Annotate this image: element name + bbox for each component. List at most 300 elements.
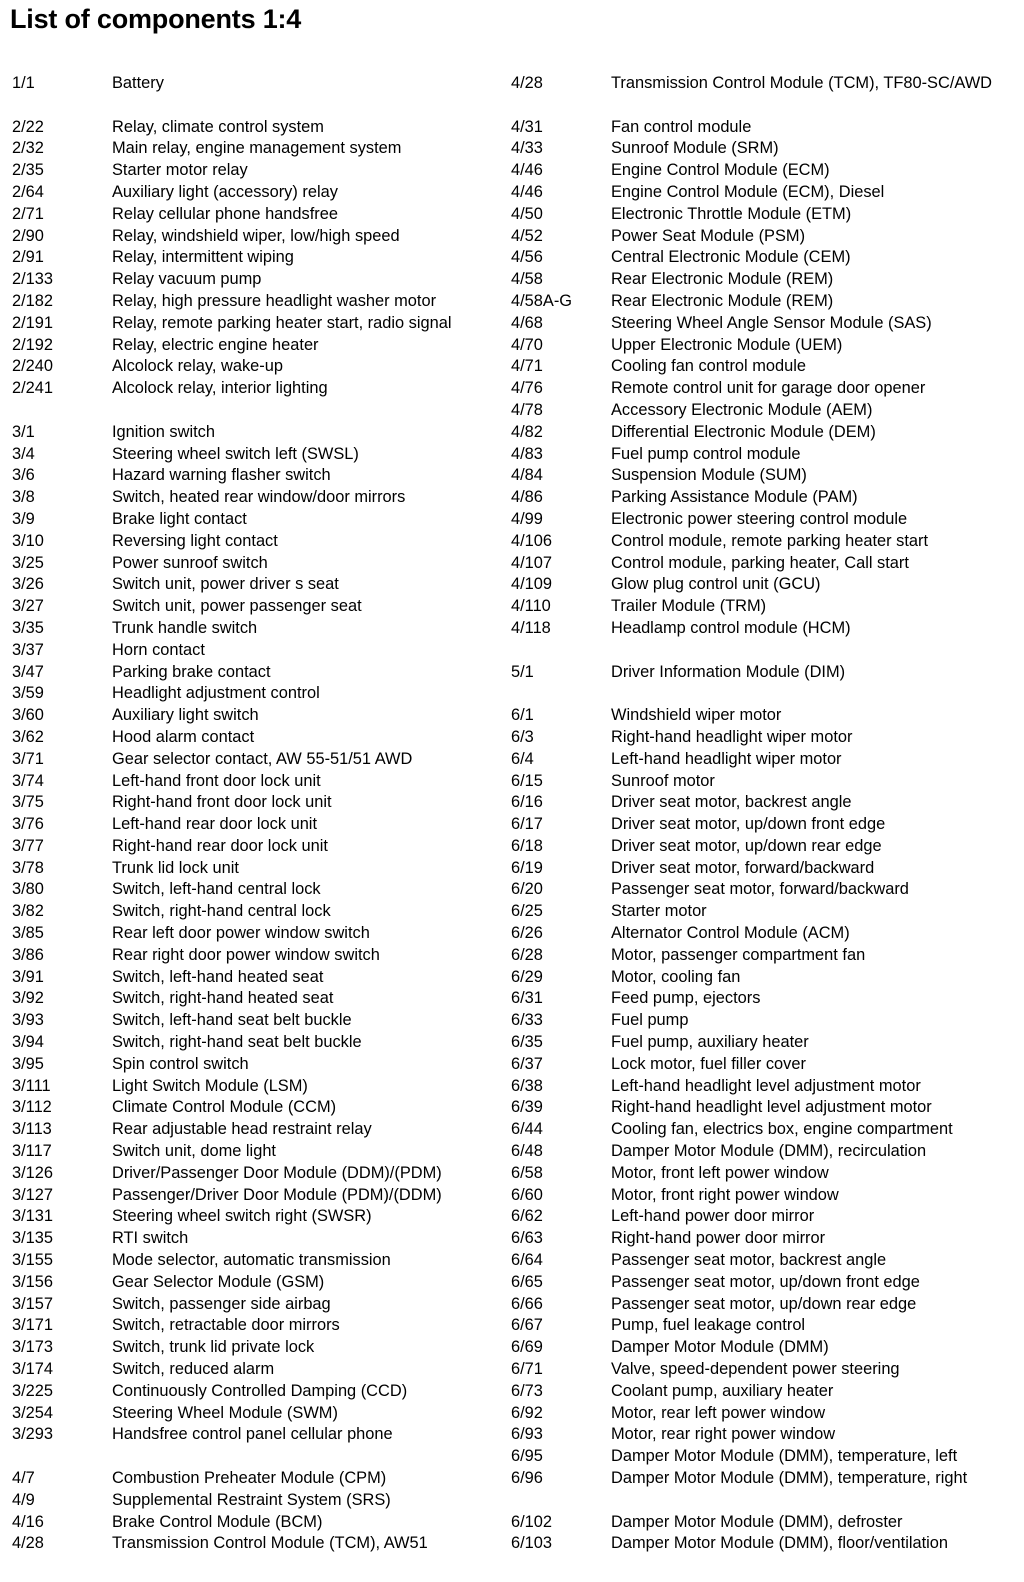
component-label: Headlamp control module (HCM)	[611, 618, 851, 637]
component-label: Spin control switch	[112, 1054, 249, 1073]
component-label: Electronic power steering control module	[611, 509, 908, 528]
component-code: 6/92	[511, 1403, 543, 1422]
component-code: 6/1	[511, 706, 534, 725]
component-code: 2/133	[12, 270, 54, 289]
component-code: 3/77	[12, 836, 44, 855]
component-code: 4/58A-G	[511, 291, 573, 310]
component-code: 4/118	[511, 618, 551, 637]
component-label: Passenger seat motor, up/down rear edge	[611, 1294, 917, 1313]
component-code: 6/103	[511, 1534, 553, 1553]
component-code: 3/112	[12, 1098, 52, 1117]
component-row	[511, 465, 1011, 487]
component-code: 4/110	[511, 597, 551, 616]
component-code: 6/18	[511, 836, 543, 855]
component-label: Motor, front left power window	[611, 1163, 829, 1182]
component-code: 3/27	[12, 597, 44, 616]
component-row	[511, 509, 1011, 531]
component-code: 3/254	[12, 1403, 54, 1422]
component-label: Combustion Preheater Module (CPM)	[112, 1469, 387, 1487]
component-row	[511, 1533, 1011, 1555]
component-label: Gear Selector Module (GSM)	[112, 1272, 325, 1291]
component-label: Headlight adjustment control	[112, 684, 320, 703]
component-label: Damper Motor Module (DMM), temperature, left	[611, 1447, 958, 1466]
component-code: 4/68	[511, 313, 543, 332]
component-label: Motor, front right power window	[611, 1185, 839, 1204]
component-label: Switch, left-hand central lock	[112, 880, 321, 899]
component-row	[12, 858, 507, 880]
component-code: 4/82	[511, 422, 543, 441]
component-code: 4/28	[12, 1534, 44, 1553]
component-label: Ignition switch	[112, 422, 215, 441]
component-row	[12, 1468, 507, 1490]
component-label: Cooling fan control module	[611, 357, 806, 376]
component-row	[511, 771, 1011, 793]
component-code: 3/85	[12, 924, 44, 943]
section-spacer	[12, 400, 507, 422]
component-row	[511, 291, 1011, 313]
component-row	[12, 836, 507, 858]
component-code: 6/44	[511, 1120, 543, 1139]
component-code: 3/25	[12, 553, 44, 572]
component-code: 3/26	[12, 575, 44, 594]
component-code: 4/52	[511, 226, 543, 245]
component-label: Relay, remote parking heater start, radio signal	[112, 313, 452, 332]
component-code: 6/66	[511, 1294, 543, 1313]
component-label: Damper Motor Module (DMM)	[611, 1338, 829, 1357]
component-code: 6/96	[511, 1469, 543, 1487]
component-code: 2/241	[12, 379, 54, 398]
component-row	[511, 247, 1011, 269]
component-code: 6/39	[511, 1098, 543, 1117]
component-code: 3/1	[12, 422, 35, 441]
component-code: 3/92	[12, 989, 44, 1008]
component-code: 2/22	[12, 117, 44, 136]
component-code: 4/86	[511, 488, 543, 507]
component-row	[511, 836, 1011, 858]
component-code: 3/131	[12, 1207, 54, 1226]
component-code: 6/60	[511, 1185, 543, 1204]
component-code: 6/38	[511, 1076, 543, 1095]
section-spacer	[511, 640, 1011, 662]
component-row	[12, 1119, 507, 1141]
component-row	[12, 749, 507, 771]
component-label: Handsfree control panel cellular phone	[112, 1425, 393, 1444]
component-code: 3/8	[12, 488, 35, 507]
component-row	[12, 1381, 507, 1403]
component-row	[12, 160, 507, 182]
component-label: Alcolock relay, wake-up	[112, 357, 283, 376]
component-row	[511, 1359, 1011, 1381]
component-label: Engine Control Module (ECM)	[611, 161, 830, 180]
component-code: 6/69	[511, 1338, 543, 1357]
component-label: Starter motor	[611, 902, 707, 921]
component-label: Mode selector, automatic transmission	[112, 1251, 391, 1270]
component-row	[12, 204, 507, 226]
component-row	[511, 1337, 1011, 1359]
component-code: 5/1	[511, 662, 534, 681]
component-code: 4/31	[511, 117, 543, 136]
component-row	[12, 226, 507, 248]
component-code: 6/63	[511, 1229, 543, 1248]
component-row	[12, 356, 507, 378]
component-label: Central Electronic Module (CEM)	[611, 248, 851, 267]
component-code: 3/80	[12, 880, 44, 899]
component-row	[12, 771, 507, 793]
component-label: Power sunroof switch	[112, 553, 268, 572]
component-code: 2/240	[12, 357, 54, 376]
component-row	[511, 662, 1011, 684]
component-code: 6/29	[511, 967, 543, 986]
component-row	[12, 1250, 507, 1272]
component-label: Starter motor relay	[112, 161, 248, 180]
component-row	[511, 531, 1011, 553]
component-label: Rear Electronic Module (REM)	[611, 270, 834, 289]
component-code: 3/171	[12, 1316, 54, 1335]
component-row	[511, 792, 1011, 814]
component-code: 3/93	[12, 1011, 44, 1030]
component-code: 6/25	[511, 902, 543, 921]
component-code: 1/1	[12, 74, 35, 92]
component-code: 6/71	[511, 1360, 543, 1379]
component-label: Relay, windshield wiper, low/high speed	[112, 226, 400, 245]
right-column	[511, 73, 1011, 1555]
component-label: Light Switch Module (LSM)	[112, 1076, 308, 1095]
component-code: 3/71	[12, 749, 44, 768]
component-row	[12, 1512, 507, 1534]
component-row	[12, 705, 507, 727]
component-label: Coolant pump, auxiliary heater	[611, 1381, 834, 1400]
component-row	[12, 182, 507, 204]
component-label: Feed pump, ejectors	[611, 989, 761, 1008]
component-row	[12, 1424, 507, 1446]
component-label: Battery	[112, 74, 164, 92]
component-label: Lock motor, fuel filler cover	[611, 1054, 806, 1073]
component-label: Power Seat Module (PSM)	[611, 226, 806, 245]
component-label: Damper Motor Module (DMM), floor/ventilation	[611, 1534, 949, 1553]
component-row	[511, 1446, 1011, 1468]
component-row	[12, 1141, 507, 1163]
component-row	[12, 901, 507, 923]
component-code: 6/19	[511, 858, 543, 877]
component-label: Rear left door power window switch	[112, 924, 370, 943]
component-row	[12, 553, 507, 575]
component-row	[12, 727, 507, 749]
component-label: Auxiliary light switch	[112, 706, 259, 725]
component-label: Suspension Module (SUM)	[611, 466, 807, 485]
component-row	[511, 923, 1011, 945]
component-row	[511, 138, 1011, 160]
component-row	[511, 1381, 1011, 1403]
component-row	[511, 1206, 1011, 1228]
component-code: 4/56	[511, 248, 543, 267]
component-label: Pump, fuel leakage control	[611, 1316, 806, 1335]
component-row	[12, 1185, 507, 1207]
component-row	[511, 422, 1011, 444]
component-row	[12, 596, 507, 618]
component-row	[12, 1533, 507, 1555]
component-label: Rear adjustable head restraint relay	[112, 1120, 372, 1139]
component-row	[511, 182, 1011, 204]
component-label: Fan control module	[611, 117, 752, 136]
component-label: Steering Wheel Module (SWM)	[112, 1403, 338, 1422]
component-code: 6/62	[511, 1207, 543, 1226]
component-code: 4/76	[511, 379, 543, 398]
component-row	[511, 1250, 1011, 1272]
component-label: Brake light contact	[112, 509, 247, 528]
component-label: Windshield wiper motor	[611, 706, 782, 725]
component-code: 4/70	[511, 335, 543, 354]
component-label: Driver seat motor, up/down rear edge	[611, 836, 882, 855]
component-label: Control module, remote parking heater start	[611, 531, 929, 550]
component-label: Right-hand headlight level adjustment motor	[611, 1098, 932, 1117]
component-code: 4/84	[511, 466, 543, 485]
component-label: Relay cellular phone handsfree	[112, 204, 338, 223]
component-label: Switch, left-hand seat belt buckle	[112, 1011, 352, 1030]
component-code: 3/10	[12, 531, 44, 550]
component-code: 3/156	[12, 1272, 54, 1291]
component-row	[12, 335, 507, 357]
component-row	[12, 1097, 507, 1119]
component-code: 3/47	[12, 662, 44, 681]
component-label: Relay vacuum pump	[112, 270, 262, 289]
component-code: 4/99	[511, 509, 543, 528]
component-row	[511, 1185, 1011, 1207]
component-label: Passenger seat motor, up/down front edge	[611, 1272, 920, 1291]
component-label: Switch unit, power driver s seat	[112, 575, 339, 594]
component-code: 4/16	[12, 1512, 44, 1531]
component-row	[12, 1054, 507, 1076]
component-code: 3/113	[12, 1120, 52, 1139]
component-code: 3/91	[12, 967, 44, 986]
component-code: 3/111	[12, 1076, 51, 1095]
component-label: Fuel pump, auxiliary heater	[611, 1033, 809, 1052]
component-code: 3/78	[12, 858, 44, 877]
component-code: 2/90	[12, 226, 44, 245]
component-label: Switch, heated rear window/door mirrors	[112, 488, 406, 507]
component-row	[511, 1468, 1011, 1512]
component-row	[12, 269, 507, 291]
component-row	[12, 618, 507, 640]
component-label: Left-hand power door mirror	[611, 1207, 815, 1226]
component-code: 2/91	[12, 248, 44, 267]
component-label: Left-hand headlight wiper motor	[611, 749, 842, 768]
component-label: Hazard warning flasher switch	[112, 466, 331, 485]
component-label: Horn contact	[112, 640, 205, 659]
component-row	[12, 1490, 507, 1512]
component-row	[511, 945, 1011, 967]
component-label: Auxiliary light (accessory) relay	[112, 182, 338, 201]
component-row	[12, 531, 507, 553]
component-label: Switch, right-hand seat belt buckle	[112, 1033, 362, 1052]
component-row	[511, 226, 1011, 248]
component-row	[12, 465, 507, 487]
component-code: 4/28	[511, 74, 543, 92]
component-code: 4/106	[511, 531, 553, 550]
component-row	[511, 1315, 1011, 1337]
component-label: Left-hand front door lock unit	[112, 771, 321, 790]
component-label: Supplemental Restraint System (SRS)	[112, 1490, 391, 1509]
component-label: Gear selector contact, AW 55-51/51 AWD	[112, 749, 413, 768]
component-code: 6/3	[511, 727, 534, 746]
component-code: 6/58	[511, 1163, 543, 1182]
component-row	[511, 73, 1011, 117]
component-label: Parking Assistance Module (PAM)	[611, 488, 858, 507]
component-row	[511, 988, 1011, 1010]
component-row	[511, 1097, 1011, 1119]
component-label: Left-hand headlight level adjustment motor	[611, 1076, 921, 1095]
component-label: Rear right door power window switch	[112, 945, 380, 964]
component-row	[511, 814, 1011, 836]
component-row	[511, 727, 1011, 749]
component-label: Differential Electronic Module (DEM)	[611, 422, 876, 441]
component-row	[12, 509, 507, 531]
component-code: 4/109	[511, 575, 553, 594]
component-code: 3/74	[12, 771, 44, 790]
component-row	[511, 618, 1011, 640]
component-row	[12, 814, 507, 836]
component-label: Glow plug control unit (GCU)	[611, 575, 821, 594]
component-row	[511, 1141, 1011, 1163]
component-row	[511, 269, 1011, 291]
component-row	[12, 291, 507, 313]
component-row	[12, 422, 507, 444]
component-row	[511, 1512, 1011, 1534]
component-code: 4/50	[511, 204, 543, 223]
component-row	[12, 444, 507, 466]
component-row	[511, 117, 1011, 139]
component-code: 6/31	[511, 989, 543, 1008]
component-code: 4/71	[511, 357, 543, 376]
component-label: Rear Electronic Module (REM)	[611, 291, 834, 310]
component-label: Driver Information Module (DIM)	[611, 662, 846, 681]
component-code: 3/4	[12, 444, 35, 463]
component-label: Switch, left-hand heated seat	[112, 967, 324, 986]
component-row	[511, 400, 1011, 422]
component-label: Switch unit, dome light	[112, 1142, 276, 1161]
component-label: Driver/Passenger Door Module (DDM)/(PDM)	[112, 1163, 442, 1182]
component-label: Steering wheel switch right (SWSR)	[112, 1207, 372, 1226]
component-label: Motor, rear left power window	[611, 1403, 826, 1422]
component-row	[12, 945, 507, 967]
component-row	[12, 879, 507, 901]
component-row	[511, 1119, 1011, 1141]
component-code: 3/225	[12, 1381, 54, 1400]
component-code: 3/9	[12, 509, 35, 528]
component-label: Trunk handle switch	[112, 618, 258, 637]
component-row	[511, 749, 1011, 771]
component-row	[511, 487, 1011, 509]
component-label: Alcolock relay, interior lighting	[112, 379, 328, 398]
component-code: 4/46	[511, 161, 543, 180]
component-label: Sunroof Module (SRM)	[611, 139, 779, 158]
component-label: Hood alarm contact	[112, 727, 255, 746]
component-row	[12, 1228, 507, 1250]
component-label: Brake Control Module (BCM)	[112, 1512, 323, 1531]
component-code: 3/6	[12, 466, 35, 485]
component-code: 2/35	[12, 161, 44, 180]
component-code: 2/192	[12, 335, 54, 354]
component-label: Right-hand headlight wiper motor	[611, 727, 853, 746]
component-row	[12, 1272, 507, 1294]
component-label: Fuel pump control module	[611, 444, 801, 463]
component-row	[511, 1032, 1011, 1054]
component-label: Switch, trunk lid private lock	[112, 1338, 315, 1357]
component-label: Electronic Throttle Module (ETM)	[611, 204, 852, 223]
component-label: Left-hand rear door lock unit	[112, 815, 318, 834]
component-label: Driver seat motor, up/down front edge	[611, 815, 886, 834]
component-row	[12, 487, 507, 509]
component-row	[12, 1032, 507, 1054]
component-code: 3/94	[12, 1033, 44, 1052]
component-code: 3/75	[12, 793, 44, 812]
component-code: 3/126	[12, 1163, 54, 1182]
component-code: 6/16	[511, 793, 543, 812]
component-label: Passenger/Driver Door Module (PDM)/(DDM)	[112, 1185, 442, 1204]
component-row	[511, 1403, 1011, 1425]
component-row	[511, 1076, 1011, 1098]
component-code: 6/48	[511, 1142, 543, 1161]
component-code: 4/58	[511, 270, 543, 289]
component-label: Valve, speed-dependent power steering	[611, 1360, 900, 1379]
component-code: 2/191	[12, 313, 54, 332]
component-code: 3/95	[12, 1054, 44, 1073]
component-code: 4/7	[12, 1469, 35, 1487]
component-code: 4/46	[511, 182, 543, 201]
component-label: Sunroof motor	[611, 771, 715, 790]
component-row	[511, 901, 1011, 923]
section-spacer	[12, 1446, 507, 1468]
component-row	[511, 596, 1011, 618]
component-row	[12, 662, 507, 684]
component-code: 3/117	[12, 1142, 52, 1161]
component-row	[12, 313, 507, 335]
component-row	[12, 117, 507, 139]
component-label: Relay, intermittent wiping	[112, 248, 294, 267]
component-row	[511, 1424, 1011, 1446]
component-code: 6/95	[511, 1447, 543, 1466]
component-code: 3/76	[12, 815, 44, 834]
component-code: 2/71	[12, 204, 44, 223]
component-row	[511, 1272, 1011, 1294]
component-code: 6/33	[511, 1011, 543, 1030]
component-code: 6/26	[511, 924, 543, 943]
component-row	[12, 1359, 507, 1381]
component-row	[12, 1315, 507, 1337]
component-row	[511, 1294, 1011, 1316]
component-row	[511, 444, 1011, 466]
component-row	[511, 160, 1011, 182]
component-label: Remote control unit for garage door opener	[611, 379, 926, 398]
component-row	[12, 1163, 507, 1185]
component-code: 2/64	[12, 182, 44, 201]
component-label: Passenger seat motor, forward/backward	[611, 880, 909, 899]
component-row	[12, 640, 507, 662]
component-row	[511, 1010, 1011, 1032]
component-label: Motor, cooling fan	[611, 967, 741, 986]
component-row	[511, 378, 1011, 400]
component-code: 6/73	[511, 1381, 543, 1400]
component-row	[511, 356, 1011, 378]
component-code: 2/32	[12, 139, 44, 158]
component-label: RTI switch	[112, 1229, 189, 1248]
component-row	[12, 138, 507, 160]
component-label: Main relay, engine management system	[112, 139, 402, 158]
component-row	[12, 73, 507, 95]
component-row	[12, 923, 507, 945]
component-row	[12, 1403, 507, 1425]
component-row	[511, 313, 1011, 335]
component-row	[511, 1163, 1011, 1185]
